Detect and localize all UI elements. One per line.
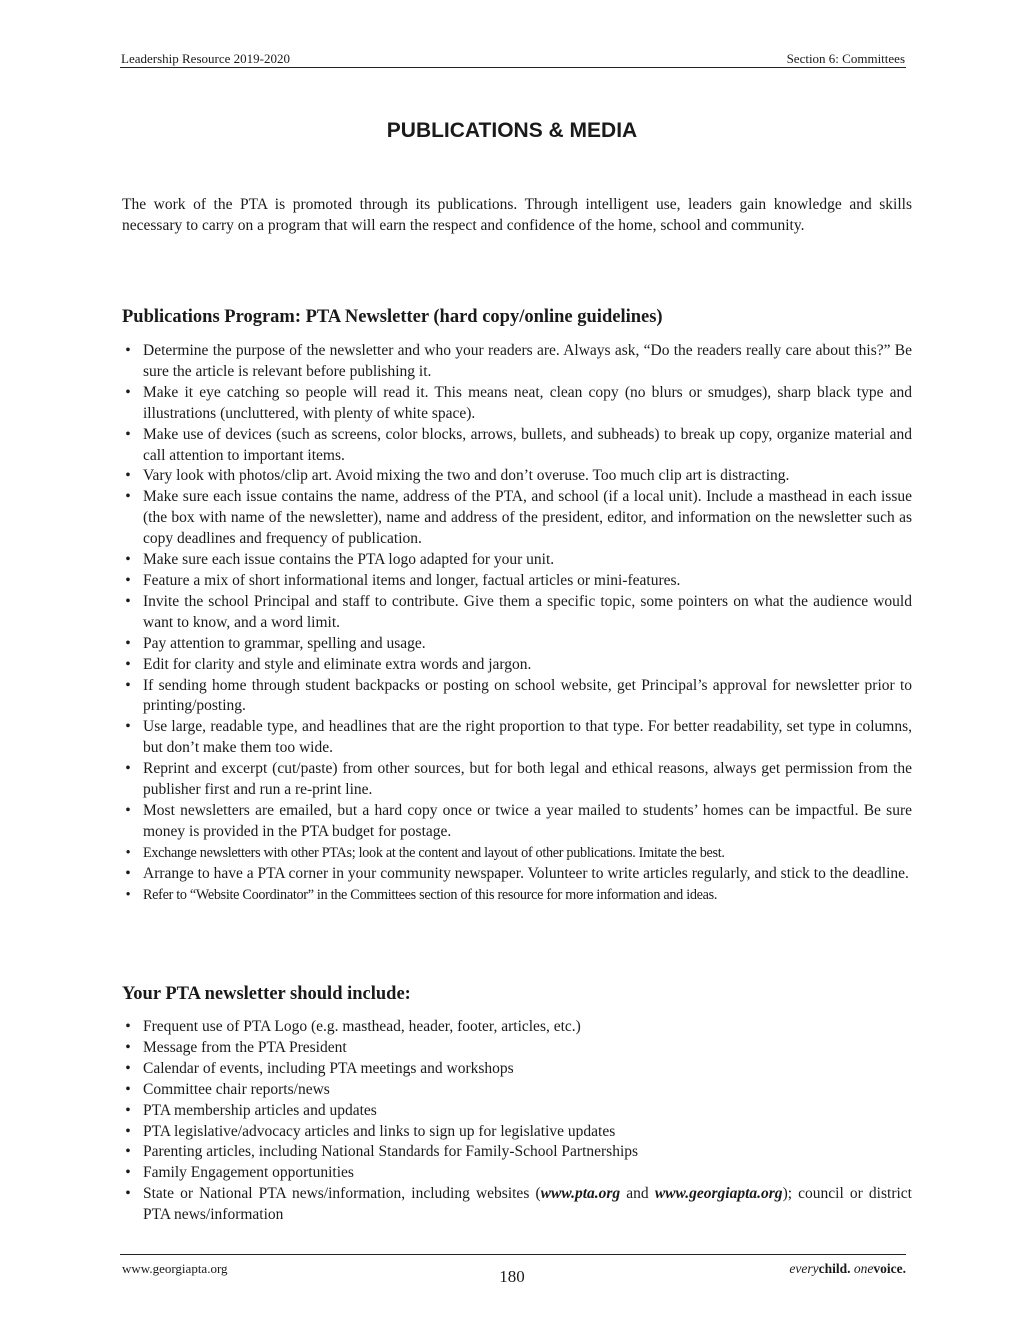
bullet-icon: • — [125, 634, 131, 652]
list-item-text: Determine the purpose of the newsletter and who your readers are. Always ask, “Do the readers really care about this?” Be sure the article is relevant before publishing it. — [143, 342, 912, 380]
bullet-icon: • — [125, 1080, 131, 1098]
bullet-icon: • — [125, 676, 131, 694]
bullet-icon: • — [125, 488, 131, 506]
footer-tagline — [789, 1261, 906, 1277]
header-right-text: Section 6: Committees — [786, 51, 905, 66]
list-item-text: State or National PTA news/information, including websites ( — [143, 1185, 541, 1203]
list-item — [122, 1184, 912, 1226]
list-item — [122, 1122, 912, 1143]
list-item — [122, 1038, 912, 1059]
footer-website: www.georgiapta.org — [122, 1261, 228, 1276]
list-item — [122, 1142, 912, 1163]
bullet-icon: • — [125, 1164, 131, 1182]
list-item — [122, 1101, 912, 1122]
list-item-text: Vary look with photos/clip art. Avoid mixing the two and don’t overuse. Too much clip art is distracting. — [143, 467, 790, 485]
list-item-text: PTA legislative/advocacy articles and links to sign up for legislative updates — [143, 1122, 616, 1140]
list-item — [122, 425, 912, 467]
list-item-text: Frequent use of PTA Logo (e.g. masthead, header, footer, articles, etc.) — [143, 1018, 581, 1035]
list-item — [122, 655, 912, 676]
list-item-text: Committee chair reports/news — [143, 1080, 330, 1098]
list-item-text: Refer to “Website Coordinator” in the Committees section of this resource for more information and ideas. — [143, 886, 718, 903]
section-heading-newsletter-includes: Your PTA newsletter should include: — [122, 984, 411, 1004]
list-item — [122, 1017, 912, 1038]
tagline-every: every — [789, 1261, 819, 1276]
list-item — [122, 1080, 912, 1101]
bullet-icon: • — [125, 718, 131, 736]
intro-paragraph: The work of the PTA is promoted through its publications. Through intelligent use, leaders gain knowledge and skills necessary to carry on a program that will earn the respect and confidence of the home, school and community. — [122, 196, 912, 234]
tagline-one: one — [853, 1261, 874, 1276]
bullet-icon: • — [125, 864, 131, 882]
list-item-text: Calendar of events, including PTA meetings and workshops — [143, 1059, 514, 1077]
list-item-text: Make use of devices (such as screens, color blocks, arrows, bullets, and subheads) to break up copy, organize material and call attention to important items. — [143, 425, 912, 464]
header-left-text: Leadership Resource 2019-2020 — [121, 51, 290, 66]
list-item-text: Make it eye catching so people will read it. This means neat, clean copy (no blurs or smudges), sharp black type and illustrations (uncluttered, with plenty of white space). — [143, 383, 912, 422]
bullet-icon: • — [125, 551, 131, 569]
bullet-icon: • — [125, 760, 131, 778]
bullet-icon: • — [125, 1143, 131, 1161]
list-item — [122, 759, 912, 801]
list-item — [122, 341, 912, 383]
newsletter-contents-list — [122, 1017, 912, 1226]
list-item-text: and — [620, 1185, 655, 1203]
list-item — [122, 550, 912, 571]
list-item-text: If sending home through student backpacks or posting on school website, get Principal’s approval for newsletter prior to printing/posting. — [143, 676, 912, 715]
bullet-icon: • — [125, 1038, 131, 1056]
pta-org-link[interactable]: www.pta.org — [540, 1185, 621, 1203]
list-item-text: Pay attention to grammar, spelling and usage. — [143, 634, 426, 652]
tagline-voice: voice. — [873, 1261, 906, 1276]
list-item — [122, 717, 912, 759]
georgiapta-org-link[interactable]: www.georgiapta.org — [654, 1185, 783, 1203]
bullet-icon: • — [125, 1101, 131, 1119]
bullet-icon: • — [125, 383, 131, 401]
bullet-icon: • — [125, 425, 131, 443]
list-item-text: Edit for clarity and style and eliminate extra words and jargon. — [143, 655, 532, 673]
list-item — [122, 676, 912, 718]
list-item-text: Invite the school Principal and staff to contribute. Give them a specific topic, some pointers on what the audience would want to know, and a word limit. — [143, 592, 912, 631]
bullet-icon: • — [125, 571, 131, 589]
list-item-text: Message from the PTA President — [143, 1038, 347, 1056]
tagline-child: child. — [818, 1261, 851, 1276]
bullet-icon: • — [125, 592, 131, 610]
list-item-text: Most newsletters are emailed, but a hard copy once or twice a year mailed to students’ homes can be impactful. Be sure money is provided in the PTA budget for postage. — [143, 801, 912, 840]
list-item — [122, 383, 912, 425]
bullet-icon: • — [125, 342, 131, 359]
list-item — [122, 466, 912, 487]
list-item-text: Use large, readable type, and headlines that are the right proportion to that type. For better readability, set type in columns, but don’t make them too wide. — [143, 718, 912, 757]
bullet-icon: • — [125, 844, 131, 861]
bullet-icon: • — [125, 1059, 131, 1077]
page-number: 180 — [499, 1267, 525, 1286]
list-item-text: Family Engagement opportunities — [143, 1164, 354, 1182]
list-item-text: Arrange to have a PTA corner in your community newspaper. Volunteer to write articles regularly, and stick to the deadline. — [143, 864, 909, 882]
bullet-icon: • — [125, 467, 131, 485]
list-item-text: ); council or district PTA news/information — [143, 1185, 912, 1224]
list-item — [122, 843, 912, 864]
page-title: PUBLICATIONS & MEDIA — [386, 119, 638, 142]
list-item-text: Feature a mix of short informational items and longer, factual articles or mini-features. — [143, 571, 681, 589]
bullet-icon: • — [125, 1122, 131, 1140]
bullet-icon: • — [125, 655, 131, 673]
list-item-text: Exchange newsletters with other PTAs; look at the content and layout of other publications. Imitate the best. — [143, 844, 725, 861]
footer-divider — [120, 1254, 906, 1255]
list-item-text: Reprint and excerpt (cut/paste) from other sources, but for both legal and ethical reasons, always get permission from the publisher first and run a re-print line. — [143, 760, 912, 799]
list-item — [122, 1059, 912, 1080]
bullet-icon: • — [125, 886, 131, 903]
list-item-text: Parenting articles, including National Standards for Family-School Partnerships — [143, 1143, 639, 1161]
bullet-icon: • — [125, 1185, 131, 1203]
list-item-text: Make sure each issue contains the PTA logo adapted for your unit. — [143, 551, 555, 569]
list-item — [122, 634, 912, 655]
bullet-icon: • — [125, 801, 131, 819]
list-item-text: Make sure each issue contains the name, address of the PTA, and school (if a local unit). Include a masthead in each issue (the box with name of the newsletter), name and address of the president, editor, and information on the newsletter such as copy deadlines and frequency of publication. — [143, 488, 912, 548]
list-item — [122, 571, 912, 592]
list-item-text: PTA membership articles and updates — [143, 1101, 377, 1119]
publications-guidelines-list — [122, 341, 912, 905]
list-item — [122, 885, 912, 906]
bullet-icon: • — [125, 1018, 131, 1035]
list-item — [122, 592, 912, 634]
list-item — [122, 801, 912, 843]
section-heading-publications-program: Publications Program: PTA Newsletter (hard copy/online guidelines) — [122, 307, 663, 327]
list-item — [122, 1163, 912, 1184]
list-item — [122, 864, 912, 885]
page-header — [120, 50, 906, 68]
list-item — [122, 487, 912, 550]
